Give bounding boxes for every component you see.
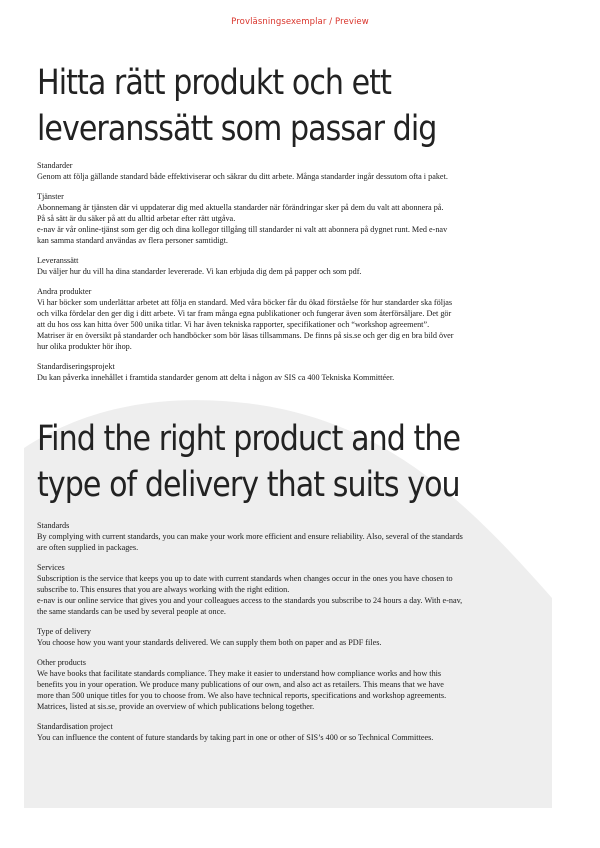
english-sections — [37, 520, 557, 752]
english-section — [37, 626, 557, 648]
swedish-section — [37, 361, 557, 383]
swedish-section — [37, 286, 557, 352]
english-section — [37, 520, 557, 553]
swedish-heading-block — [37, 60, 557, 152]
section-title: Andra produkter — [37, 287, 92, 296]
section-text-line: the same standards can be used by several people at once. — [37, 607, 226, 616]
section-text-line: Genom att följa gällande standard både effektiviserar och säkrar du ditt arbete. Många standarder ingår dessutom ofta i paket. — [37, 172, 448, 181]
swedish-section — [37, 255, 557, 277]
english-title-line: type of delivery that suits you — [37, 465, 460, 505]
section-text-line: Matrices, listed at sis.se, provide an overview of which publications belong together. — [37, 702, 315, 711]
section-text-line: kan samma standard användas av flera personer samtidigt. — [37, 236, 228, 245]
section-text-line: more than 500 unique titles for you to choose from. We also have technical reports, specifications and workshop agreements. — [37, 691, 447, 700]
section-title: Standardiseringsprojekt — [37, 362, 115, 371]
swedish-section — [37, 191, 557, 246]
section-title: Leveranssätt — [37, 256, 79, 265]
english-section — [37, 562, 557, 617]
swedish-sections — [37, 160, 557, 392]
section-text-line: You choose how you want your standards delivered. We can supply them both on paper and as PDF files. — [37, 638, 382, 647]
section-title: Other products — [37, 658, 86, 667]
section-text-line: Du kan påverka innehållet i framtida standarder genom att delta i någon av SIS ca 400 Tekniska Kommittéer. — [37, 373, 395, 382]
section-title: Type of delivery — [37, 627, 91, 636]
swedish-title-line: leveranssätt som passar dig — [37, 109, 437, 149]
section-title: Tjänster — [37, 192, 64, 201]
section-text-line: Subscription is the service that keeps you up to date with current standards when changes occur in the ones you have chosen to — [37, 574, 453, 583]
swedish-page-title — [37, 60, 553, 152]
swedish-section — [37, 160, 557, 182]
section-text-line: hur olika produkter hör ihop. — [37, 342, 132, 351]
section-text-line: You can influence the content of future standards by taking part in one or other of SIS’s 400 or so Technical Committees. — [37, 733, 434, 742]
preview-watermark-label: Provläsningsexemplar / Preview — [231, 17, 369, 27]
section-text-line: We have books that facilitate standards compliance. They make it easier to understand how compliance works and how this — [37, 669, 442, 678]
section-text-line: subscribe to. This ensures that you are always working with the right edition. — [37, 585, 290, 594]
english-page-title — [37, 416, 553, 508]
section-title: Standardisation project — [37, 722, 113, 731]
section-text-line: benefits you in your operation. We produce many publications of our own, and also act as retailers. This means that we have — [37, 680, 444, 689]
english-section — [37, 721, 557, 743]
section-text-line: Abonnemang är tjänsten där vi uppdaterar dig med aktuella standarder när förändringar sker på dem du valt att abonnera på. — [37, 203, 444, 212]
section-title: Standards — [37, 521, 70, 530]
english-title-line: Find the right product and the — [37, 419, 461, 459]
section-text-line: By complying with current standards, you can make your work more efficient and ensure reliability. Also, several of the standards — [37, 532, 463, 541]
section-text-line: e-nav is our online service that gives you and your colleagues access to the standards you subscribe to 24 hours a day. With e-nav, — [37, 596, 463, 605]
section-title: Standarder — [37, 161, 73, 170]
section-text-line: och vilka fördelar den ger dig i ditt arbete. Vi tar fram många egna publikationer och fungerar även som återförsäljare. Det gör — [37, 309, 452, 318]
section-text-line: att du hos oss kan hitta över 500 unika titlar. Vi har även tekniska rapporter, specifikationer och “workshop agreement”. — [37, 320, 430, 329]
section-title: Services — [37, 563, 65, 572]
section-text-line: Matriser är en översikt på standarder och handböcker som bör läsas tillsammans. De finns på sis.se och ger dig en bra bild över — [37, 331, 454, 340]
english-heading-block — [37, 416, 557, 508]
section-text-line: are often supplied in packages. — [37, 543, 139, 552]
section-text-line: Du väljer hur du vill ha dina standarder levererade. Vi kan erbjuda dig dem på papper och som pdf. — [37, 267, 362, 276]
section-text-line: e-nav är vår online-tjänst som ger dig och dina kollegor tillgång till standarder ni valt att abonnera på dygnet runt. Med e-nav — [37, 225, 448, 234]
section-text-line: Vi har böcker som underlättar arbetet att följa en standard. Med våra böcker får du ökad förståelse för hur standarder ska följas — [37, 298, 453, 307]
section-text-line: På så sätt är du säker på att du alltid arbetar efter rätt utgåva. — [37, 214, 236, 223]
english-section — [37, 657, 557, 712]
swedish-title-line: Hitta rätt produkt och ett — [37, 63, 391, 103]
